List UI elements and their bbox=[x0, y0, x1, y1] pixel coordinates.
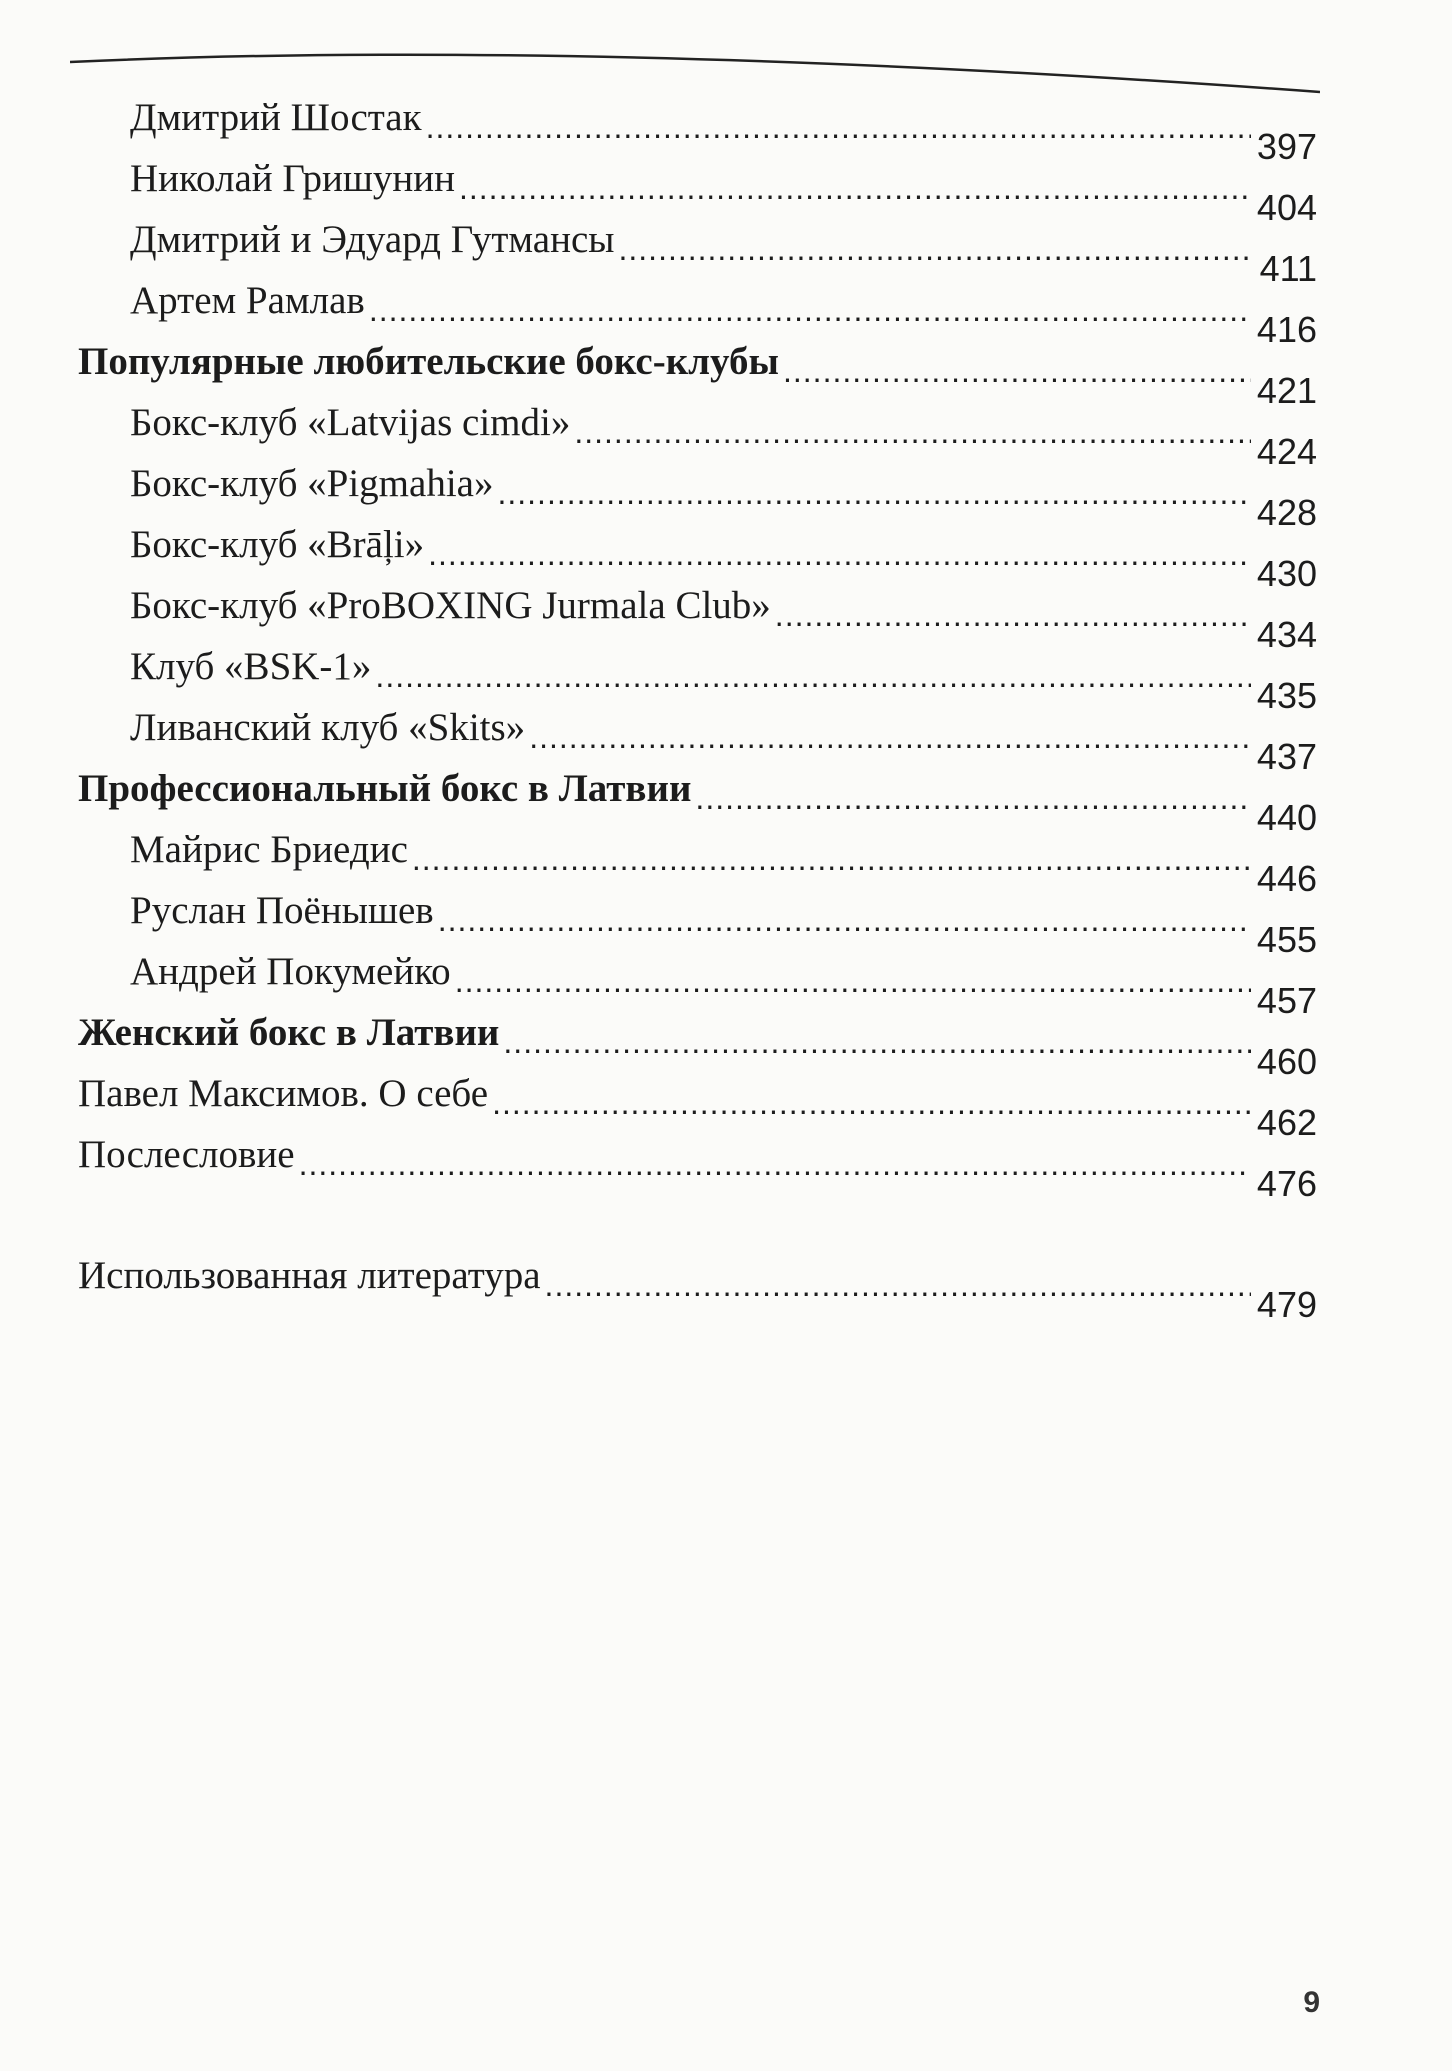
toc-entry bbox=[130, 705, 1317, 777]
dot-leader bbox=[451, 955, 1251, 1001]
toc-entry-page: 430 bbox=[1256, 553, 1317, 594]
toc-entry-page: 424 bbox=[1256, 431, 1317, 472]
dot-leader bbox=[365, 284, 1251, 330]
dot-leader bbox=[499, 1016, 1251, 1062]
dot-leader bbox=[525, 711, 1251, 757]
toc-entry-title: Бокс-клуб «Brāļi» bbox=[130, 523, 425, 566]
toc-entry-page: 421 bbox=[1256, 370, 1317, 411]
toc-entry bbox=[130, 583, 1317, 655]
toc-entry-page: 428 bbox=[1256, 492, 1317, 533]
dot-leader bbox=[434, 894, 1251, 940]
dot-leader bbox=[408, 833, 1251, 879]
toc-section bbox=[78, 1010, 1317, 1082]
dot-leader bbox=[691, 772, 1251, 818]
toc-entry-title: Бокс-клуб «Latvijas cimdi» bbox=[130, 401, 571, 444]
toc-entry-title: Дмитрий Шостак bbox=[130, 96, 422, 139]
toc-entry bbox=[130, 95, 1317, 167]
toc-entry-title: Майрис Бриедис bbox=[130, 828, 408, 871]
toc-entry bbox=[130, 156, 1317, 228]
toc-entry bbox=[130, 461, 1317, 533]
toc-entry bbox=[130, 644, 1317, 716]
toc-entry-page: 397 bbox=[1256, 126, 1317, 167]
toc-entry bbox=[78, 1071, 1317, 1143]
toc-entry-title: Павел Максимов. О себе bbox=[78, 1072, 489, 1115]
dot-leader bbox=[295, 1138, 1251, 1184]
toc-entry bbox=[78, 1132, 1317, 1204]
toc-entry-page: 455 bbox=[1256, 919, 1317, 960]
toc-entry-title: Бокс-клуб «ProBOXING Jurmala Club» bbox=[130, 584, 771, 627]
toc-entry bbox=[130, 400, 1317, 472]
toc-entry bbox=[130, 827, 1317, 899]
toc-entry-page: 446 bbox=[1256, 858, 1317, 899]
toc-entry bbox=[130, 217, 1317, 289]
toc-entry-page: 404 bbox=[1256, 187, 1317, 228]
toc-entry-title: Клуб «BSK-1» bbox=[130, 645, 372, 688]
dot-leader bbox=[771, 589, 1251, 635]
toc-section-title: Женский бокс в Латвии bbox=[78, 1011, 500, 1054]
dot-leader bbox=[455, 162, 1251, 208]
dot-leader bbox=[570, 406, 1251, 452]
toc-entry bbox=[130, 949, 1317, 1021]
toc-section-title: Профессиональный бокс в Латвии bbox=[78, 767, 692, 810]
toc-entry-title: Андрей Покумейко bbox=[130, 950, 451, 993]
toc-entry-page: 434 bbox=[1256, 614, 1317, 655]
toc-entry-title: Ливанский клуб «Skits» bbox=[130, 706, 526, 749]
toc-entry-page: 479 bbox=[1256, 1284, 1317, 1325]
toc-entry-page: 476 bbox=[1256, 1163, 1317, 1204]
toc-entry-page: 435 bbox=[1256, 675, 1317, 716]
dot-leader bbox=[488, 1077, 1251, 1123]
toc-entry bbox=[130, 522, 1317, 594]
toc-entry-page: 440 bbox=[1256, 797, 1317, 838]
toc-entry-page: 462 bbox=[1256, 1102, 1317, 1143]
toc-entry-page: 460 bbox=[1256, 1041, 1317, 1082]
toc-entry bbox=[130, 888, 1317, 960]
toc-entry-title: Дмитрий и Эдуард Гутмансы bbox=[130, 218, 615, 261]
dot-leader bbox=[779, 345, 1251, 391]
toc-section bbox=[78, 766, 1317, 838]
toc-entry-page: 411 bbox=[1259, 248, 1317, 289]
dot-leader bbox=[615, 223, 1254, 269]
toc-entry-title: Артем Рамлав bbox=[130, 279, 365, 322]
toc-entry-page: 457 bbox=[1256, 980, 1317, 1021]
toc-section bbox=[78, 339, 1317, 411]
toc-entry-title: Николай Гришунин bbox=[130, 157, 455, 200]
header-rule bbox=[70, 40, 1320, 100]
toc-entry-page: 416 bbox=[1256, 309, 1317, 350]
dot-leader bbox=[422, 101, 1251, 147]
toc-entry-title: Бокс-клуб «Pigmahia» bbox=[130, 462, 494, 505]
toc-entry-page: 437 bbox=[1256, 736, 1317, 777]
toc-entry bbox=[78, 1253, 1317, 1325]
toc-entry bbox=[130, 278, 1317, 350]
dot-leader bbox=[541, 1259, 1251, 1305]
toc-section-title: Популярные любительские бокс-клубы bbox=[78, 340, 779, 383]
dot-leader bbox=[371, 650, 1251, 696]
page-number: 9 bbox=[1303, 1986, 1320, 2019]
toc-entry-title: Использованная литература bbox=[78, 1254, 541, 1297]
dot-leader bbox=[424, 528, 1251, 574]
dot-leader bbox=[493, 467, 1250, 513]
toc-entry-title: Послесловие bbox=[78, 1133, 295, 1176]
toc-entry-title: Руслан Поёнышев bbox=[130, 889, 434, 932]
